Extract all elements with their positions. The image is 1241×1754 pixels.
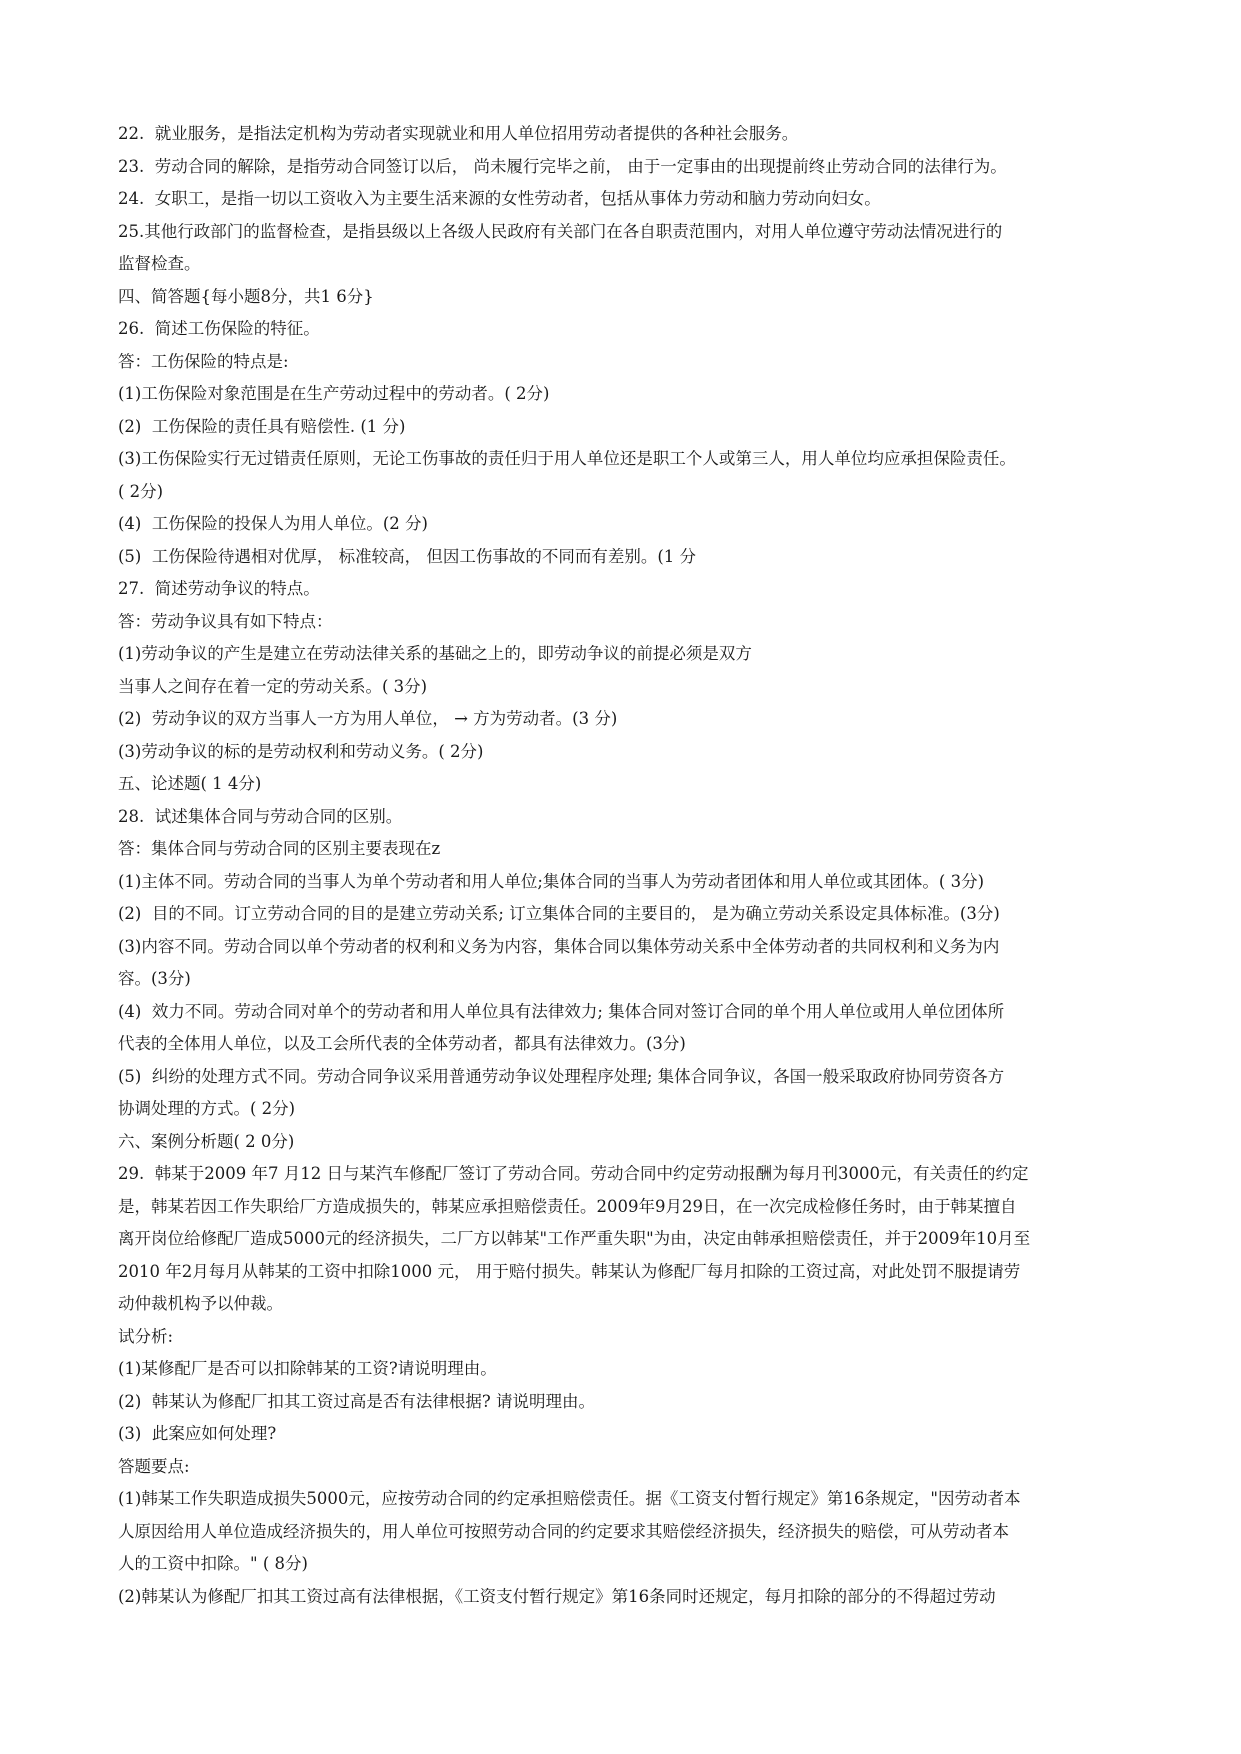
text-line: 答：劳动争议具有如下特点： bbox=[118, 611, 333, 631]
text-line: (1)工伤保险对象范围是在生产劳动过程中的劳动者。( 2分) bbox=[118, 384, 550, 403]
text-line: 人的工资中扣除。" ( 8分) bbox=[118, 1554, 308, 1573]
text-line: ( 2分) bbox=[118, 481, 164, 501]
text-line: (3)劳动争议的标的是劳动权利和劳动义务。( 2分) bbox=[118, 741, 484, 761]
text-line: (3)内容不同。劳动合同以单个劳动者的权利和义务为内容，集体合同以集体劳动关系中全体劳动者的共同权利和义务为内 bbox=[118, 936, 1000, 956]
text-line: (5) 纠纷的处理方式不同。劳动合同争议采用普通劳动争议处理程序处理; 集体合同争议，各国一般采取政府协同劳资各方 bbox=[118, 1066, 1005, 1086]
text-line: (2) 劳动争议的双方当事人一方为用人单位， → 方为劳动者。(3 分) bbox=[118, 709, 618, 728]
text-line: 25.其他行政部门的监督检查，是指县级以上各级人民政府有关部门在各自职责范围内，对用人单位遵守劳动法情况进行的 bbox=[118, 221, 1003, 241]
text-line: (2) 工伤保险的责任具有赔偿性. (1 分) bbox=[118, 416, 406, 436]
text-line: (3)工伤保险实行无过错责任原则，无论工伤事故的责任归于用人单位还是职工个人或第三人，用人单位均应承担保险责任。 bbox=[118, 449, 1016, 468]
text-line: 协调处理的方式。( 2分) bbox=[118, 1099, 296, 1118]
text-line: (4) 工伤保险的投保人为用人单位。(2 分) bbox=[118, 514, 428, 533]
text-line: 29. 韩某于2009 年7 月12 日与某汽车修配厂签订了劳动合同。劳动合同中约定劳动报酬为每月刊3000元，有关责任的约定 bbox=[118, 1164, 1029, 1183]
text-line: (4) 效力不同。劳动合同对单个的劳动者和用人单位具有法律效力; 集体合同对签订合同的单个用人单位或用人单位团体所 bbox=[118, 1001, 1005, 1021]
text-line: (1)某修配厂是否可以扣除韩某的工资?请说明理由。 bbox=[118, 1359, 497, 1378]
text-line: (1)韩某工作失职造成损失5000元，应按劳动合同的约定承担赔偿责任。据《工资支付暂行规定》第16条规定，"因劳动者本 bbox=[118, 1489, 1021, 1508]
text-line: 容。(3分) bbox=[118, 969, 191, 988]
text-line: (3) 此案应如何处理? bbox=[118, 1424, 277, 1443]
text-line: (2)韩某认为修配厂扣其工资过高有法律根据，《工资支付暂行规定》第16条同时还规定，每月扣除的部分的不得超过劳动 bbox=[118, 1586, 996, 1606]
text-line: (1)主体不同。劳动合同的当事人为单个劳动者和用人单位;集体合同的当事人为劳动者团体和用人单位或其团体。( 3分) bbox=[118, 871, 985, 891]
text-line: (5) 工伤保险待遇相对优厚， 标准较高， 但因工伤事故的不同而有差别。(1 分 bbox=[118, 546, 697, 566]
text-line: 答：工伤保险的特点是: bbox=[118, 351, 289, 371]
text-line: 2010 年2月每月从韩某的工资中扣除1000 元， 用于赔付损失。韩某认为修配厂每月扣除的工资过高，对此处罚不服提请劳 bbox=[118, 1261, 1021, 1281]
text-line: 是，韩某若因工作失职给厂方造成损失的，韩某应承担赔偿责任。2009年9月29日，在一次完成检修任务时，由于韩某擅自 bbox=[118, 1196, 1017, 1216]
text-line: (2) 韩某认为修配厂扣其工资过高是否有法律根据? 请说明理由。 bbox=[118, 1391, 595, 1411]
text-line: 22. 就业服务，是指法定机构为劳动者实现就业和用人单位招用劳动者提供的各种社会服务。 bbox=[118, 124, 799, 143]
document-page bbox=[118, 118, 1128, 1613]
text-line: 动仲裁机构予以仲裁。 bbox=[118, 1294, 283, 1313]
text-line: 监督检查。 bbox=[118, 254, 201, 273]
text-line: 五、论述题( 1 4分) bbox=[118, 774, 262, 793]
text-line: 试分析: bbox=[118, 1326, 174, 1346]
text-line: 六、案例分析题( 2 0分) bbox=[118, 1131, 295, 1151]
text-line: 代表的全体用人单位，以及工会所代表的全体劳动者，都具有法律效力。(3分) bbox=[118, 1034, 686, 1053]
text-line: 离开岗位给修配厂造成5000元的经济损失，二厂方以韩某"工作严重失职"为由，决定由韩承担赔偿责任，并于2009年10月至 bbox=[118, 1229, 1031, 1248]
text-line: 26. 简述工伤保险的特征。 bbox=[118, 319, 320, 338]
text-line: 人原因给用人单位造成经济损失的，用人单位可按照劳动合同的约定要求其赔偿经济损失，经济损失的赔偿，可从劳动者本 bbox=[118, 1521, 1009, 1541]
text-line: 四、简答题{每小题8分，共1 6分} bbox=[118, 286, 374, 306]
text-line: (1)劳动争议的产生是建立在劳动法律关系的基础之上的，即劳动争议的前提必须是双方 bbox=[118, 644, 752, 663]
text-line: 28. 试述集体合同与劳动合同的区别。 bbox=[118, 806, 403, 826]
text-line: 答题要点: bbox=[118, 1456, 190, 1476]
text-line: (2) 目的不同。订立劳动合同的目的是建立劳动关系; 订立集体合同的主要目的， 是为确立劳动关系设定具体标准。(3分) bbox=[118, 904, 1000, 923]
text-line: 24. 女职工，是指一切以工资收入为主要生活来源的女性劳动者，包括从事体力劳动和脑力劳动向妇女。 bbox=[118, 189, 881, 208]
text-line: 23. 劳动合同的解除，是指劳动合同签订以后， 尚未履行完毕之前， 由于一定事由的出现提前终止劳动合同的法律行为。 bbox=[118, 156, 1007, 176]
text-line: 答：集体合同与劳动合同的区别主要表现在z bbox=[118, 839, 441, 858]
text-line: 当事人之间存在着一定的劳动关系。( 3分) bbox=[118, 676, 428, 696]
text-line: 27. 简述劳动争议的特点。 bbox=[118, 579, 320, 598]
